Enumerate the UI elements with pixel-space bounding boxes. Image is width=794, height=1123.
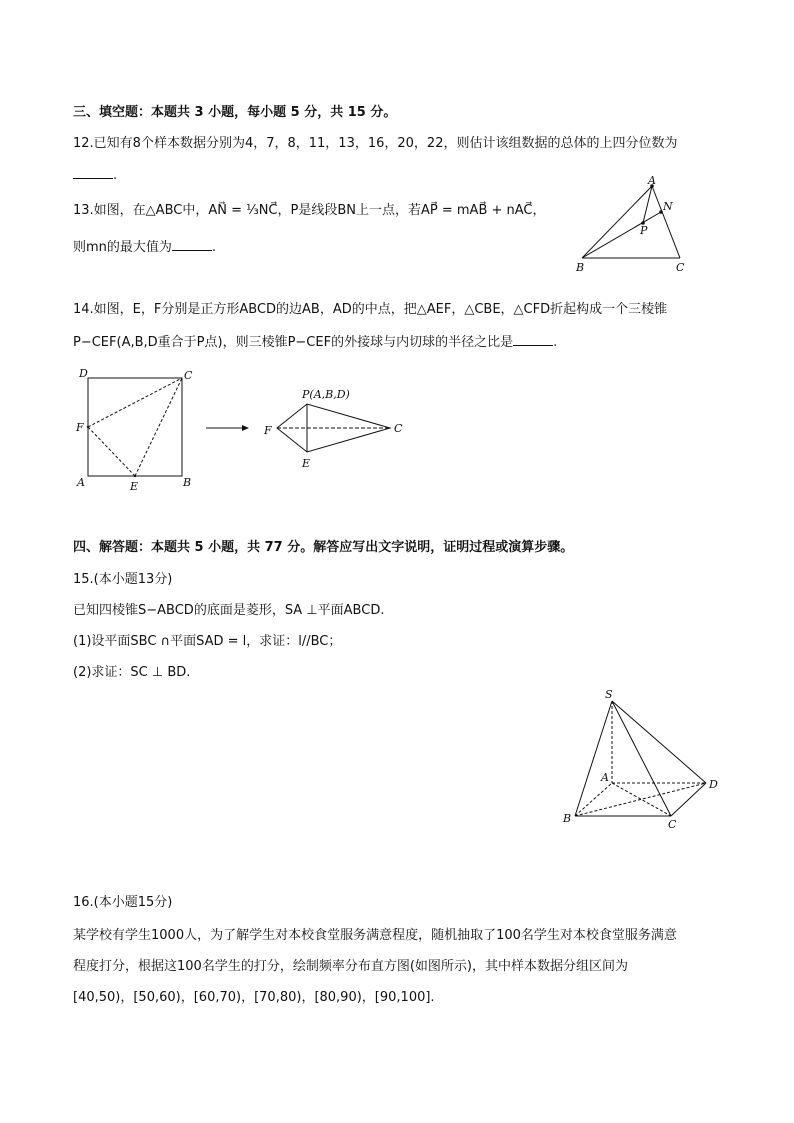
label-a: A [77, 476, 85, 489]
triangle-figure [570, 174, 700, 278]
question-13-line2 [73, 238, 216, 257]
label-c: C [184, 369, 193, 382]
label-c: C [668, 818, 677, 831]
square-folding-figure [72, 364, 412, 494]
label-p: P [640, 224, 648, 237]
label-a: A [648, 174, 656, 187]
q14-tail: . [553, 335, 558, 350]
answer-blank [73, 166, 113, 179]
label-d: D [79, 367, 88, 380]
answer-blank [172, 238, 212, 251]
q14-line2-text: P−CEF(A,B,D重合于P点)，则三棱锥P−CEF的外接球与内切球的半径之比是 [73, 335, 514, 350]
question-15-part1: (1)设平面SBC ∩平面SAD = l，求证：l//BC； [73, 634, 342, 649]
label-a: A [601, 771, 609, 784]
q13-tail: . [211, 240, 217, 255]
question-16-line2: 程度打分，根据这100名学生的打分，绘制频率分布直方图(如图所示)，其中样本数据分组区间为 [73, 959, 628, 974]
label-f: F [76, 421, 84, 434]
label-e2: E [302, 457, 311, 470]
question-16-line1: 某学校有学生1000人，为了解学生对本校食堂服务满意程度，随机抽取了100名学生对本校食堂服务满意 [73, 928, 677, 943]
question-14-line1: 14.如图，E，F分别是正方形ABCD的边AB，AD的中点，把△AEF，△CBE，△CFD折起构成一个三棱锥 [73, 302, 668, 317]
question-15-part2: (2)求证：SC ⊥ BD. [73, 665, 191, 680]
label-n: N [663, 200, 673, 213]
label-d: D [709, 778, 718, 791]
label-e: E [130, 480, 139, 493]
label-b: B [563, 812, 572, 825]
q13-line2-text: 则mn的最大值为 [73, 240, 172, 255]
section4-heading: 四、解答题：本题共 5 小题，共 77 分。解答应写出文字说明，证明过程或演算步骤。 [73, 540, 574, 555]
section3-heading: 三、填空题：本题共 3 小题，每小题 5 分，共 15 分。 [73, 105, 397, 120]
label-f2: F [264, 424, 272, 437]
label-c: C [676, 261, 685, 274]
label-s: S [605, 688, 613, 701]
pyramid-figure [556, 684, 736, 834]
q12-text: 12.已知有8个样本数据分别为4，7，8，11，13，16，20，22，则估计该组数据的总体的上四分位数为 [73, 136, 678, 151]
question-14-line2 [73, 333, 557, 352]
question-15-stem: 已知四棱锥S−ABCD的底面是菱形，SA ⊥平面ABCD. [73, 603, 385, 618]
question-16-title: 16.(本小题15分) [73, 895, 173, 910]
label-p-abd: P(A,B,D) [302, 388, 350, 401]
label-c2: C [394, 422, 403, 435]
question-16-line3: [40,50)，[50,60)，[60,70)，[70,80)，[80,90)，[90,100]. [73, 990, 435, 1005]
q12-answer-line [73, 166, 117, 185]
question-12 [73, 135, 677, 153]
answer-blank [513, 333, 553, 346]
question-15-title: 15.(本小题13分) [73, 572, 173, 587]
question-13-line1: 13.如图，在△ABC中，AN⃗ = ⅓NC⃗，P是线段BN上一点，若AP⃗ = mAB⃗ + nAC⃗， [73, 203, 546, 218]
label-b: B [576, 261, 585, 274]
label-b: B [183, 476, 192, 489]
q12-tail: . [113, 168, 118, 183]
